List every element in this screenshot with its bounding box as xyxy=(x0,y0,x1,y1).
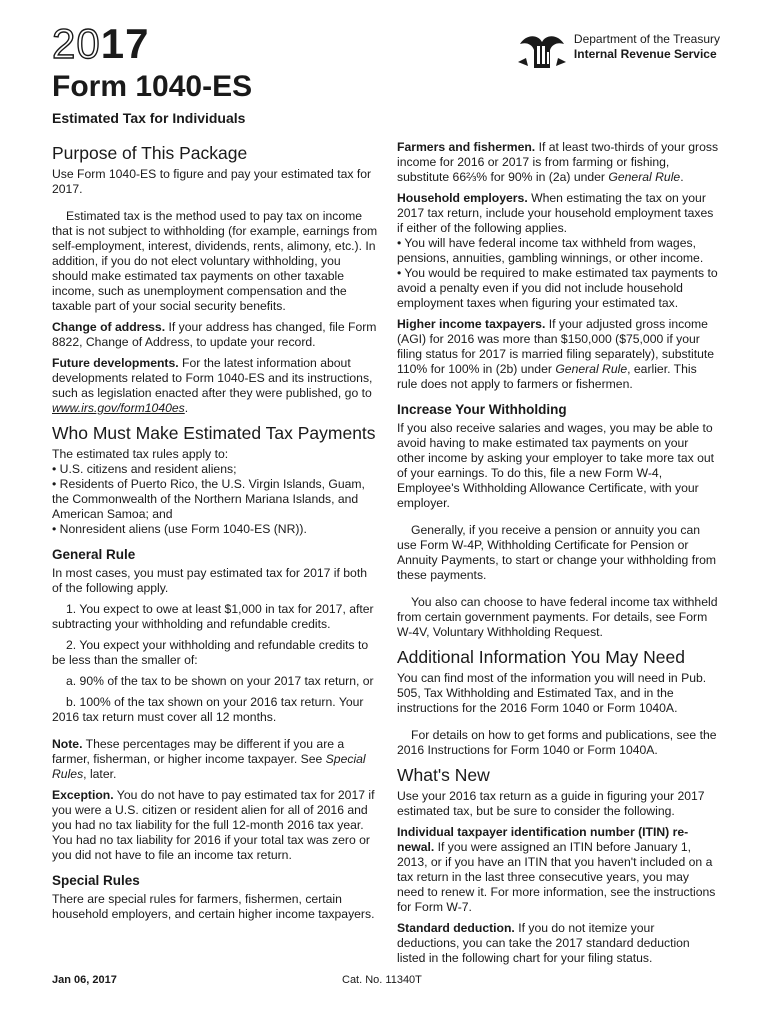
form-header xyxy=(52,22,720,134)
form-title: Form 1040-ES xyxy=(52,70,253,103)
who-heading: Who Must Make Estimated Tax Payments xyxy=(52,423,376,443)
general-rule-heading: General Rule xyxy=(52,547,136,562)
who-bullet: • Residents of Puerto Rico, the U.S. Virgin Islands, Guam, the Commonwealth of the Northern Mariana Islands, and American Samoa; and xyxy=(52,477,365,521)
whats-new-heading: What's New xyxy=(397,765,490,785)
general-rule-item-a: a. 90% of the tax to be shown on your 2017 tax return, or xyxy=(66,674,374,688)
left-column xyxy=(52,140,378,928)
agency-irs: Internal Revenue Service xyxy=(573,47,717,61)
agency-department: Department of the Treasury xyxy=(573,32,720,46)
form-subtitle: Estimated Tax for Individuals xyxy=(52,110,246,126)
farmers-fishermen: Farmers and fishermen. If at least two-thirds of your gross income for 2016 or 2017 is from farming or fishing, substitute 66⅔% for 90% in (2a) under General Rule. xyxy=(397,140,719,184)
general-rule-item-2: 2. You expect your withholding and refundable credits to be less than the smaller of: xyxy=(52,638,369,667)
whats-new-intro: Use your 2016 tax return as a guide in figuring your 2017 estimated tax, but be sure to consider the following. xyxy=(397,789,705,818)
withholding-heading: Increase Your Withholding xyxy=(397,402,567,417)
change-of-address: Change of address. If your address has changed, file Form 8822, Change of Address, to update your record. xyxy=(52,320,377,349)
higher-income: Higher income taxpayers. If your adjusted gross income (AGI) for 2016 was more than $150,000 ($75,000 if your filing status for 2017 is married filing separately), substitute 110% for 100% in (2b) under General Rule, earlier. This rule does not apply to farmers or fishermen. xyxy=(397,317,715,391)
right-column xyxy=(397,140,719,972)
standard-deduction: Standard deduction. If you do not itemize your deductions, you can take the 2017 standard deduction listed in the following chart for your filing status. xyxy=(397,921,690,965)
who-bullet: • Nonresident aliens (use Form 1040-ES (NR)). xyxy=(52,522,307,536)
additional-heading: Additional Information You May Need xyxy=(397,647,685,667)
special-rules-heading: Special Rules xyxy=(52,873,140,888)
who-bullet: • U.S. citizens and resident aliens; xyxy=(52,462,237,476)
general-rule-item-1: 1. You expect to owe at least $1,000 in tax for 2017, after subtracting your withholding and refundable credits. xyxy=(52,602,374,631)
special-rules-text: There are special rules for farmers, fishermen, certain household employers, and certain higher income taxpayers. xyxy=(52,892,375,921)
general-rule-item-b: b. 100% of the tax shown on your 2016 tax return. Your 2016 tax return must cover all 12 months. xyxy=(52,695,364,724)
tax-year: 2017 xyxy=(52,20,150,67)
irs-eagle-logo-icon xyxy=(516,32,568,72)
household-bullet: • You will have federal income tax withheld from wages, pensions, annuities, gambling winnings, or other income. xyxy=(397,236,704,265)
purpose-detail: Estimated tax is the method used to pay tax on income that is not subject to withholding (for example, earnings from self-employment, interest, dividends, rents, alimony, etc.). In addition, if you do not elect voluntary withholding, you should make estimated tax payments on other taxable income, such as unemployment compensation and the taxable part of your social security benefits. xyxy=(52,209,378,313)
revision-date: Jan 06, 2017 xyxy=(52,974,117,986)
itin-renewal: Individual taxpayer identification number (ITIN) re-newal. If you were assigned an ITIN before January 1, 2013, or if you have an ITIN that you haven't included on a tax return in the last three consecutive years, you may need to renew it. For more information, see the instructions for Form W-7. xyxy=(397,825,716,914)
withholding-p3: You also can choose to have federal income tax withheld from certain government payments. For details, see Form W-4V, Voluntary Withholding Request. xyxy=(397,595,718,639)
additional-p2: For details on how to get forms and publications, see the 2016 Instructions for Form 1040 or Form 1040A. xyxy=(397,728,717,757)
who-intro: The estimated tax rules apply to: xyxy=(52,447,229,461)
household-employers: Household employers. When estimating the tax on your 2017 tax return, include your household employment taxes if either of the following applies. xyxy=(397,191,714,235)
future-developments: Future developments. For the latest information about developments related to Form 1040-ES and its instructions, such as legislation enacted after they were published, go to www.irs.gov/form1040es. xyxy=(52,356,373,415)
purpose-heading: Purpose of This Package xyxy=(52,143,248,163)
note: Note. These percentages may be different if you are a farmer, fisherman, or higher income taxpayer. See Special Rules, later. xyxy=(52,737,366,781)
withholding-p1: If you also receive salaries and wages, you may be able to avoid having to make estimated tax payments on your other income by asking your employer to take more tax out of your earnings. To do this, file a new Form W-4, Employee's Withholding Allowance Certificate, with your employer. xyxy=(397,421,715,510)
general-rule-intro: In most cases, you must pay estimated tax for 2017 if both of the following apply. xyxy=(52,566,368,595)
catalog-number: Cat. No. 11340T xyxy=(342,974,422,986)
household-bullet: • You would be required to make estimated tax payments to avoid a penalty even if you did not include household employment taxes when figuring your estimated tax. xyxy=(397,266,718,310)
form1040es-link[interactable]: www.irs.gov/form1040es xyxy=(52,401,185,415)
additional-p1: You can find most of the information you will need in Pub. 505, Tax Withholding and Estimated Tax, and in the instructions for the 2016 Form 1040 or Form 1040A. xyxy=(397,671,707,715)
withholding-p2: Generally, if you receive a pension or annuity you can use Form W-4P, Withholding Certificate for Pension or Annuity Payments, to start or change your withholding from these payments. xyxy=(397,523,717,582)
exception: Exception. You do not have to pay estimated tax for 2017 if you were a U.S. citizen or resident alien for all of 2016 and you had no tax liability for the full 12-month 2016 tax year. You had no tax liability for 2016 if your total tax was zero or you did not have to file an income tax return. xyxy=(52,788,375,862)
purpose-intro: Use Form 1040-ES to figure and pay your estimated tax for 2017. xyxy=(52,167,372,196)
agency-block xyxy=(516,32,720,72)
